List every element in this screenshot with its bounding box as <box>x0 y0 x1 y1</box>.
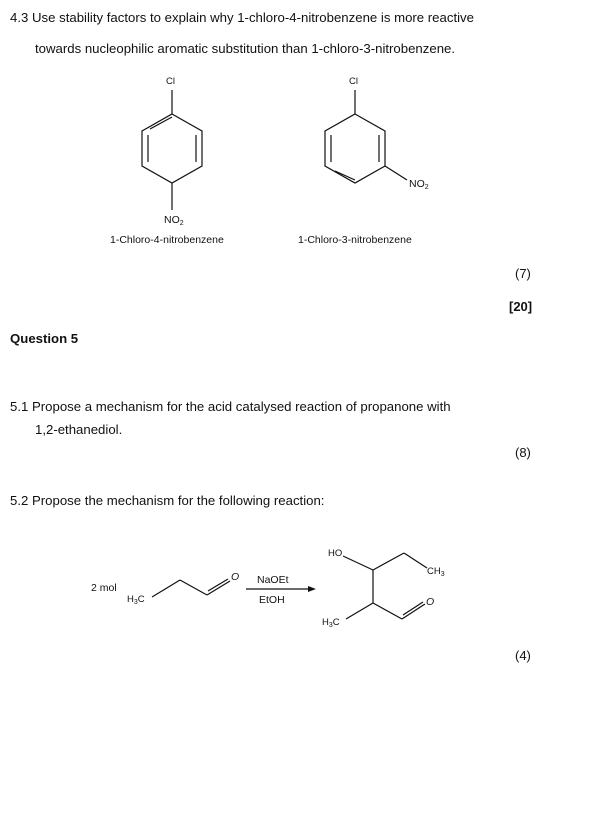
mol2-no2-label: $NO_2$ <box>409 178 429 191</box>
q52-mark: (4) <box>515 648 531 663</box>
question5-heading: Question 5 <box>10 331 79 346</box>
mol1-name: 1-Chloro-4-nitrobenzene <box>110 234 224 246</box>
product-ho-label: HO <box>328 548 343 559</box>
q43-line1: 4.3 Use stability factors to explain why 1-chloro-4-nitrobenzene is more reactive <box>10 10 474 25</box>
q43-total: [20] <box>509 299 533 314</box>
reactant-h3c-label: $H_3C$ <box>127 594 145 606</box>
q52-text: 5.2 Propose the mechanism for the following reaction: <box>10 493 325 508</box>
q43-line2: towards nucleophilic aromatic substitution than 1-chloro-3-nitrobenzene. <box>35 41 456 56</box>
mol2-name: 1-Chloro-3-nitrobenzene <box>298 234 412 246</box>
mol1-no2-label: $NO_2$ <box>164 214 184 227</box>
q51-line1: 5.1 Propose a mechanism for the acid catalysed reaction of propanone with <box>10 399 451 414</box>
q51-mark: (8) <box>515 445 531 460</box>
product-h3c-label: $H_3C$ <box>322 617 340 629</box>
product-o-label: O <box>426 596 435 608</box>
mol1-cl-label: Cl <box>166 76 175 87</box>
reagent-top: NaOEt <box>257 574 289 586</box>
q43-mark: (7) <box>515 266 531 281</box>
reactant-o-label: O <box>231 571 240 583</box>
reactant-amount: 2 mol <box>91 582 117 594</box>
q51-line2: 1,2-ethanediol. <box>35 422 123 437</box>
product-ch3-label: $CH_3$ <box>427 566 445 578</box>
reagent-bottom: EtOH <box>259 594 285 606</box>
mol2-cl-label: Cl <box>349 76 358 87</box>
